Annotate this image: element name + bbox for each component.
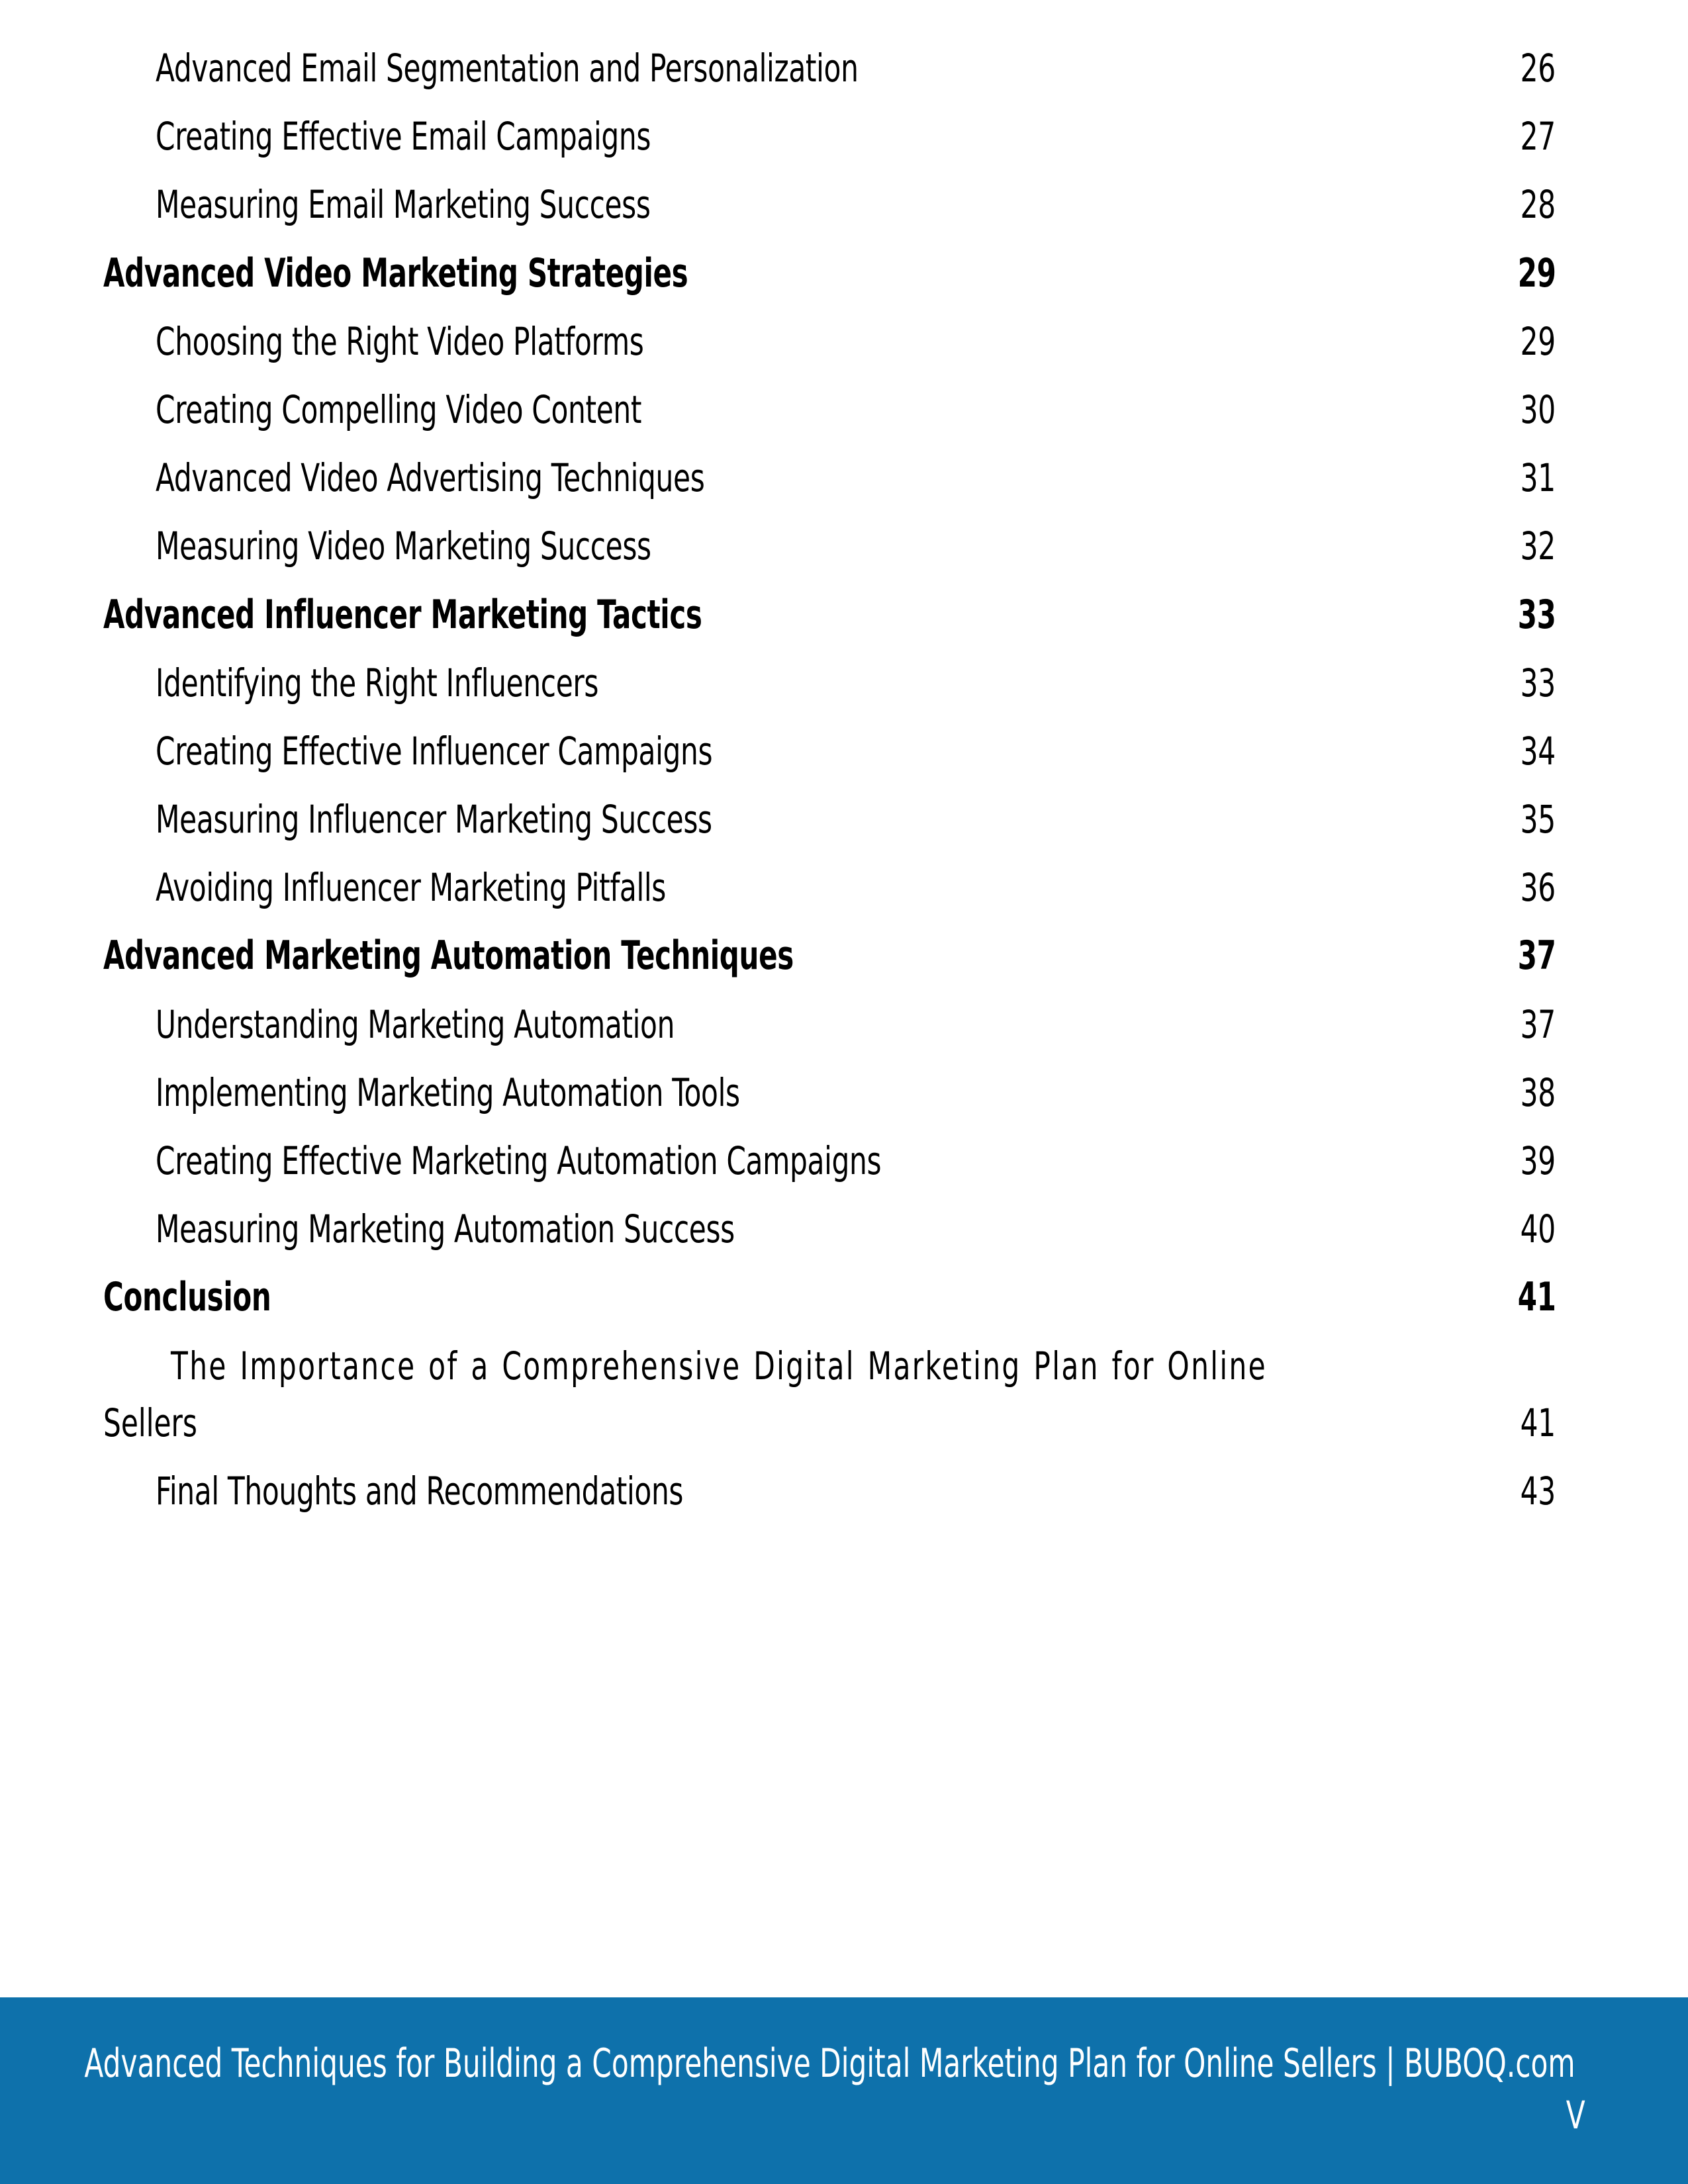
toc-entry-title: Creating Effective Marketing Automation Campaigns (156, 1138, 882, 1183)
toc-entry-page: 35 (1520, 797, 1556, 842)
toc-section-entry[interactable] (103, 991, 1556, 1059)
toc-entry-title: Measuring Influencer Marketing Success (156, 797, 712, 842)
toc-entry-title: Measuring Email Marketing Success (156, 182, 651, 228)
footer-band (0, 1997, 1688, 2184)
table-of-contents (103, 34, 1556, 1525)
toc-entry-wrapped[interactable] (103, 1332, 1556, 1457)
toc-entry-page: 41 (1517, 1274, 1556, 1321)
toc-entry-title-line2: Sellers (103, 1400, 197, 1445)
toc-entry-page: 36 (1520, 865, 1556, 911)
toc-entry-title: Final Thoughts and Recommendations (156, 1468, 684, 1514)
toc-entry-title: Creating Effective Influencer Campaigns (156, 728, 713, 774)
toc-section-entry[interactable] (103, 308, 1556, 376)
toc-entry-title: Advanced Influencer Marketing Tactics (103, 591, 702, 638)
toc-entry-title: Understanding Marketing Automation (156, 1001, 675, 1047)
toc-section-entry[interactable] (103, 717, 1556, 786)
toc-entry-title: Avoiding Influencer Marketing Pitfalls (156, 865, 666, 911)
toc-entry-title-line1: The Importance of a Comprehensive Digital Marketing Plan for Online (171, 1343, 1268, 1388)
toc-entry-page: 32 (1520, 523, 1556, 569)
toc-entry-page: 34 (1520, 728, 1556, 774)
toc-entry-title: Identifying the Right Influencers (156, 660, 599, 705)
toc-entry-page: 37 (1517, 933, 1556, 979)
toc-entry-page: 40 (1520, 1206, 1556, 1252)
toc-entry-page: 30 (1520, 387, 1556, 432)
toc-chapter-entry[interactable] (103, 1263, 1556, 1332)
toc-chapter-entry[interactable] (103, 922, 1556, 990)
toc-entry-page: 29 (1520, 318, 1556, 364)
toc-section-entry[interactable] (103, 512, 1556, 580)
toc-entry-title: Creating Effective Email Campaigns (156, 114, 651, 159)
toc-entry-page: 28 (1520, 182, 1556, 228)
toc-entry-page: 39 (1520, 1138, 1556, 1183)
toc-chapter-entry[interactable] (103, 581, 1556, 649)
toc-entry[interactable] (103, 1457, 1556, 1525)
toc-entry-page: 38 (1520, 1069, 1556, 1115)
toc-section-entry[interactable] (103, 854, 1556, 922)
toc-section-entry[interactable] (103, 1195, 1556, 1263)
toc-section-entry[interactable] (103, 1059, 1556, 1127)
toc-entry-page: 31 (1520, 455, 1556, 501)
toc-section-entry[interactable] (103, 786, 1556, 854)
toc-section-entry[interactable] (103, 1127, 1556, 1195)
toc-entry-page: 43 (1520, 1468, 1556, 1514)
toc-entry-title: Measuring Marketing Automation Success (156, 1206, 735, 1252)
toc-entry-title: Advanced Marketing Automation Techniques (103, 933, 794, 979)
toc-entry-title: Implementing Marketing Automation Tools (156, 1069, 740, 1115)
toc-entry-page: 33 (1517, 591, 1556, 638)
toc-entry-title: Advanced Email Segmentation and Personalization (156, 46, 859, 91)
toc-section-entry[interactable] (103, 444, 1556, 512)
toc-section-entry[interactable] (103, 649, 1556, 717)
footer-title: Advanced Techniques for Building a Comprehensive Digital Marketing Plan for Online Sellers | BUBOQ.com (84, 2040, 1575, 2087)
toc-entry-title: Measuring Video Marketing Success (156, 523, 651, 569)
footer-page-number: V (1566, 2093, 1585, 2138)
toc-section-entry[interactable] (103, 103, 1556, 171)
toc-entry-page: 33 (1520, 660, 1556, 705)
toc-entry-page: 37 (1520, 1001, 1556, 1047)
toc-entry-title: Choosing the Right Video Platforms (156, 318, 644, 364)
toc-entry-title: Advanced Video Advertising Techniques (156, 455, 705, 501)
toc-section-entry[interactable] (103, 34, 1556, 103)
toc-entry-title: Creating Compelling Video Content (156, 387, 642, 432)
toc-entry-page: 27 (1520, 114, 1556, 159)
toc-section-entry[interactable] (103, 376, 1556, 444)
toc-entry-page: 26 (1520, 46, 1556, 91)
toc-section-entry[interactable] (103, 171, 1556, 239)
toc-entry-page: 41 (1520, 1400, 1556, 1445)
toc-entry-title: Advanced Video Marketing Strategies (103, 250, 688, 296)
toc-entry-title: Conclusion (103, 1274, 271, 1321)
toc-chapter-entry[interactable] (103, 240, 1556, 308)
toc-entry-page: 29 (1517, 250, 1556, 296)
